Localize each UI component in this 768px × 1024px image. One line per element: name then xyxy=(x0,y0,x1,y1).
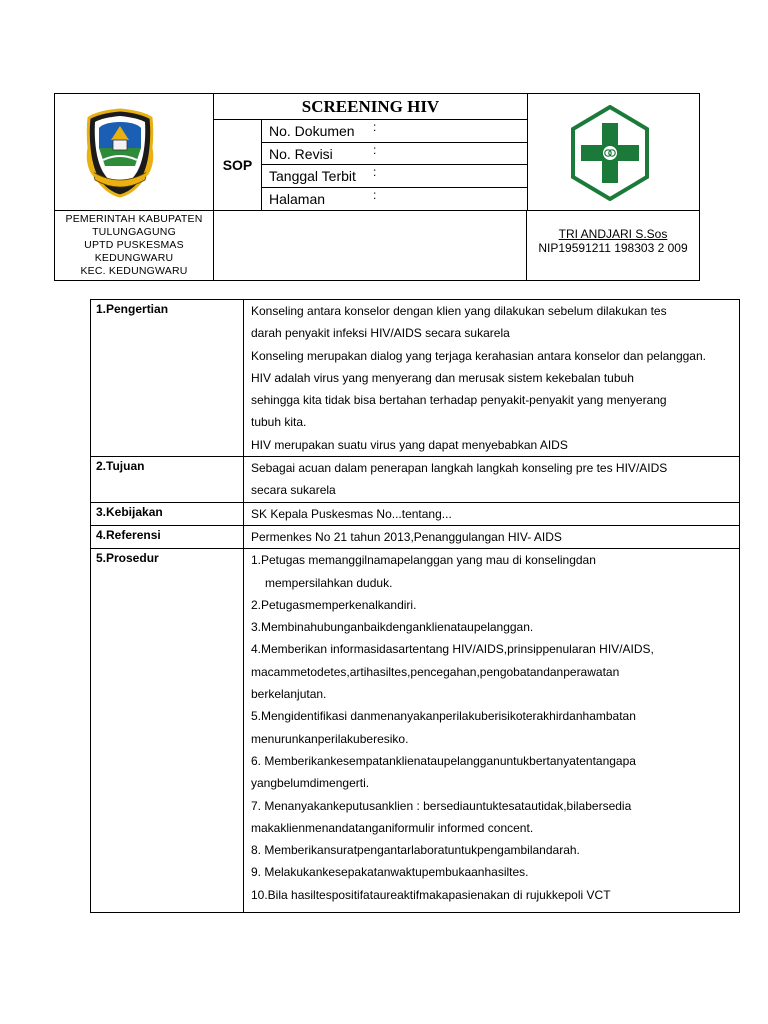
meta-label: No. Revisi xyxy=(269,146,333,162)
sop-content-table xyxy=(90,299,740,913)
meta-label: Halaman xyxy=(269,191,326,207)
text-line: Konseling antara konselor dengan klien yang dilakukan sebelum dilakukan tes xyxy=(251,304,667,318)
table-row xyxy=(91,549,740,913)
institution-address xyxy=(55,211,214,280)
text-line: 7. Menanyakankeputusanklien : bersediauntuktesatautidak,bilabersedia xyxy=(251,798,632,813)
address-line: PEMERINTAH KABUPATEN xyxy=(65,213,203,225)
address-line: UPTD PUSKESMAS xyxy=(84,239,184,251)
meta-row-terbit xyxy=(262,165,527,188)
text-line: berkelanjutan. xyxy=(251,687,327,702)
puskesmas-logo-cell xyxy=(527,94,699,211)
text-line: Konseling merupakan dialog yang terjaga kerahasian antara konselor dan pelanggan. xyxy=(251,348,706,363)
section-key: 3.Kebijakan xyxy=(91,502,244,525)
regency-logo-cell xyxy=(55,94,214,211)
text-line: secara sukarela xyxy=(251,483,336,498)
text-line: tubuh kita. xyxy=(251,415,307,430)
text-line: sehingga kita tidak bisa bertahan terhadap penyakit-penyakit yang menyerang xyxy=(251,393,667,408)
document-title: SCREENING HIV xyxy=(214,94,527,120)
meta-separator: : xyxy=(373,120,377,134)
section-value xyxy=(244,300,740,457)
text-line: 2.Petugasmemperkenalkandiri. xyxy=(251,597,417,612)
address-line: KEC. KEDUNGWARU xyxy=(80,265,188,277)
section-key: 2.Tujuan xyxy=(91,457,244,503)
section-key: 1.Pengertian xyxy=(91,300,244,457)
text-line: 5.Mengidentifikasi danmenanyakanperilakuberisikoterakhirdanhambatan xyxy=(251,709,636,724)
meta-separator: : xyxy=(373,143,377,157)
text-line: macammetodetes,artihasiltes,pencegahan,pengobatandanperawatan xyxy=(251,664,620,679)
text-line: darah penyakit infeksi HIV/AIDS secara sukarela xyxy=(251,326,510,341)
meta-row-revisi xyxy=(262,143,527,165)
text-line: 9. Melakukankesepakatanwaktupembukaanhasiltes. xyxy=(251,865,529,880)
text-line: Permenkes No 21 tahun 2013,Penanggulangan HIV- AIDS xyxy=(251,529,562,544)
meta-separator: : xyxy=(373,165,377,179)
table-row xyxy=(91,457,740,503)
meta-separator: : xyxy=(373,188,377,202)
table-row xyxy=(91,525,740,548)
text-line: makaklienmenandatanganiformulir informed concent. xyxy=(251,820,534,835)
text-line: 10.Bila hasiltespositifataureaktifmakapasienakan di rujukkepoli VCT xyxy=(251,887,611,902)
text-line: 8. Memberikansuratpengantarlaboratuntukpengambilandarah. xyxy=(251,843,580,858)
text-line: Sebagai acuan dalam penerapan langkah langkah konseling pre tes HIV/AIDS xyxy=(251,461,668,476)
regency-emblem-icon xyxy=(85,108,155,198)
text-line: 1.Petugas memanggilnamapelanggan yang mau di konselingdan xyxy=(251,553,596,568)
signatory-nip: NIP19591211 198303 2 009 xyxy=(538,241,688,255)
meta-row-halaman xyxy=(262,188,527,211)
meta-label: No. Dokumen xyxy=(269,123,355,139)
text-line: 6. Memberikankesempatanklienataupelangganuntukbertanyatentangapa xyxy=(251,753,636,768)
text-line: HIV merupakan suatu virus yang dapat menyebabkan AIDS xyxy=(251,437,568,452)
meta-row-dokumen xyxy=(262,120,527,143)
signatory-name: TRI ANDJARI S.Sos xyxy=(558,227,668,241)
section-key: 5.Prosedur xyxy=(91,549,244,913)
text-line: yangbelumdimengerti. xyxy=(251,776,370,791)
text-line: menurunkanperilakuberesiko. xyxy=(251,731,409,746)
text-line: mempersilahkan duduk. xyxy=(265,575,393,590)
sop-label: SOP xyxy=(214,120,262,211)
address-line: KEDUNGWARU xyxy=(94,252,174,264)
section-value xyxy=(244,457,740,503)
section-key: 4.Referensi xyxy=(91,525,244,548)
signatory xyxy=(527,211,699,280)
document-header xyxy=(54,93,700,281)
table-row xyxy=(91,300,740,457)
meta-label: Tanggal Terbit xyxy=(269,168,356,184)
table-row xyxy=(91,502,740,525)
empty-cell xyxy=(214,211,527,280)
section-value xyxy=(244,525,740,548)
address-line: TULUNGAGUNG xyxy=(92,226,176,238)
text-line: 3.Membinahubunganbaikdenganklienataupelanggan. xyxy=(251,620,534,635)
text-line: SK Kepala Puskesmas No...tentang... xyxy=(251,506,452,521)
section-value xyxy=(244,502,740,525)
text-line: HIV adalah virus yang menyerang dan merusak sistem kekebalan tubuh xyxy=(251,370,634,385)
text-line: 4.Memberikan informasidasartentang HIV/AIDS,prinsippenularan HIV/AIDS, xyxy=(251,642,654,657)
puskesmas-cross-icon xyxy=(569,105,651,201)
section-value xyxy=(244,549,740,913)
